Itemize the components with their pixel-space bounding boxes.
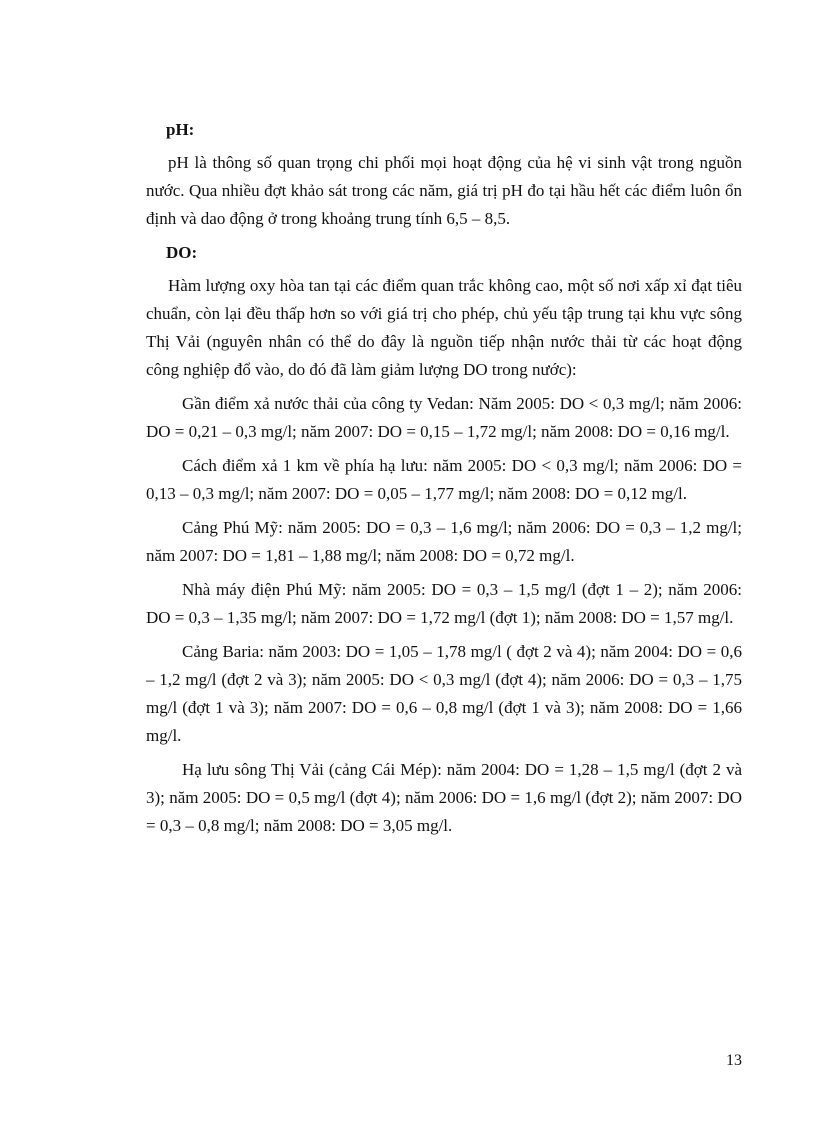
- page-number: 13: [726, 1052, 742, 1069]
- do-point-vedan: Gần điểm xả nước thải của công ty Vedan: Năm 2005: DO < 0,3 mg/l; năm 2006: DO = 0,21 – 0,3 mg/l; năm 2007: DO = 0,15 – 1,72 mg/l; năm 2008: DO = 0,16 mg/l.: [146, 394, 742, 441]
- do-point-phu-my-power-plant: Nhà máy điện Phú Mỹ: năm 2005: DO = 0,3 – 1,5 mg/l (đợt 1 – 2); năm 2006: DO = 0,3 – 1,35 mg/l; năm 2007: DO = 1,72 mg/l (đợt 1); năm 2008: DO = 1,57 mg/l.: [146, 580, 742, 627]
- do-point-thi-vai-downstream: Hạ lưu sông Thị Vải (cảng Cái Mép): năm 2004: DO = 1,28 – 1,5 mg/l (đợt 2 và 3); năm 2005: DO = 0,5 mg/l (đợt 4); năm 2006: DO = 1,6 mg/l (đợt 2); năm 2007: DO = 0,3 – 0,8 mg/l; năm 2008: DO = 3,05 mg/l.: [146, 760, 742, 835]
- ph-heading: pH:: [166, 120, 195, 139]
- do-point-phu-my-port: Cảng Phú Mỹ: năm 2005: DO = 0,3 – 1,6 mg/l; năm 2006: DO = 0,3 – 1,2 mg/l; năm 2007: DO = 1,81 – 1,88 mg/l; năm 2008: DO = 0,72 mg/l.: [146, 518, 742, 565]
- do-heading: DO:: [166, 243, 198, 262]
- do-point-downstream-1km: Cách điểm xả 1 km về phía hạ lưu: năm 2005: DO < 0,3 mg/l; năm 2006: DO = 0,13 – 0,3 mg/l; năm 2007: DO = 0,05 – 1,77 mg/l; năm 2008: DO = 0,12 mg/l.: [146, 456, 742, 503]
- page-body: [146, 116, 742, 846]
- ph-paragraph: pH là thông số quan trọng chi phối mọi hoạt động của hệ vi sinh vật trong nguồn nước. Qua nhiều đợt khảo sát trong các năm, giá trị pH đo tại hầu hết các điểm luôn ổn định và dao động ở trong khoảng trung tính 6,5 – 8,5.: [146, 153, 742, 228]
- do-intro-paragraph: Hàm lượng oxy hòa tan tại các điểm quan trắc không cao, một số nơi xấp xỉ đạt tiêu chuẩn, còn lại đều thấp hơn so với giá trị cho phép, chủ yếu tập trung tại khu vực sông Thị Vải (nguyên nhân có thể do đây là nguồn tiếp nhận nước thải từ các hoạt động công nghiệp đổ vào, do đó đã làm giảm lượng DO trong nước):: [146, 276, 742, 379]
- do-point-baria-port: Cảng Baria: năm 2003: DO = 1,05 – 1,78 mg/l ( đợt 2 và 4); năm 2004: DO = 0,6 – 1,2 mg/l (đợt 2 và 3); năm 2005: DO < 0,3 mg/l (đợt 4); năm 2006: DO = 0,3 – 1,75 mg/l (đợt 1 và 3); năm 2007: DO = 0,6 – 0,8 mg/l (đợt 1 và 3); năm 2008: DO = 1,66 mg/l.: [146, 642, 742, 745]
